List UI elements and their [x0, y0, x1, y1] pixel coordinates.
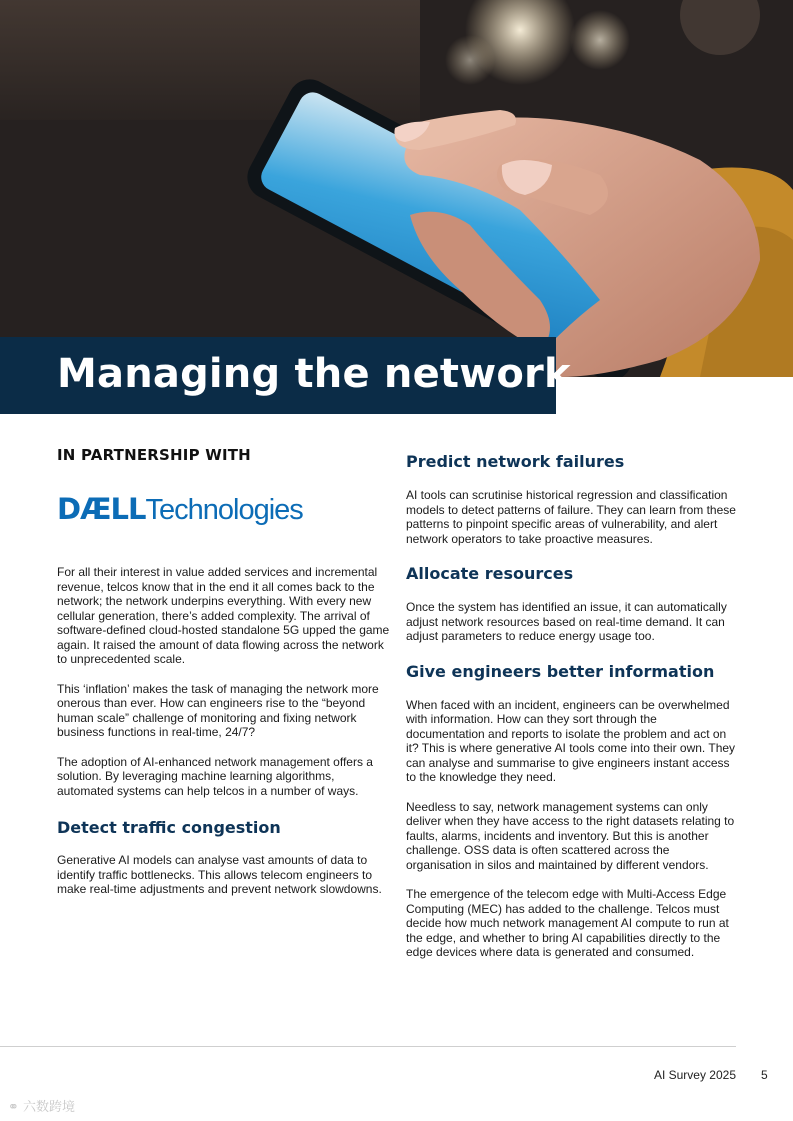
body-paragraph-datasets: Needless to say, network management systems can only deliver when they have access to the right datasets relating to faults, alarms, incidents and inventory. But this is another challenge. OSS data is often scattered across the organisation in silos and maintained by different vendors.: [406, 799, 735, 872]
footer-divider: [0, 1046, 736, 1047]
section-heading-allocate-resources: Allocate resources: [406, 564, 574, 583]
body-paragraph-edge: The emergence of the telecom edge with Multi-Access Edge Computing (MEC) has added to the challenge. Telcos must decide how much network management AI compute to run at the edge, and whether to bring AI capabilities directly to the edge devices where data is generated and consumed.: [406, 887, 729, 959]
hero-photo: [0, 0, 793, 377]
section-text-allocate-resources: Once the system has identified an issue, it can automatically adjust network resources based on real-time demand. It can adjust parameters to reduce energy usage too.: [406, 600, 727, 643]
right-column: [406, 452, 736, 975]
section-heading-better-information: Give engineers better information: [406, 661, 715, 681]
watermark-icon: ⚭: [8, 1100, 19, 1115]
section-text-better-information: When faced with an incident, engineers can be overwhelmed with information. How can they sort through the documentation and reports to isolate the problem and act on it? This is where generative AI tools come into their own. They can analyse and summarise to give engineers instant access to the knowledge they need.: [406, 697, 736, 784]
dell-technologies-logo: [57, 492, 392, 532]
footer-publication: AI Survey 2025: [653, 1068, 736, 1082]
intro-paragraph-1: For all their interest in value added services and incremental revenue, telcos know that in the end it all comes back to the network; the network underpins everything. With every new cellular generation, there’s added complexity. The arrival of software-defined cloud-hosted standalone 5G upped the game again. It raised the amount of data flowing across the network to unprecedented scale.: [57, 565, 390, 666]
intro-paragraph-3: The adoption of AI-enhanced network management offers a solution. By leveraging machine learning algorithms, automated systems can help telcos in a number of ways.: [57, 754, 373, 798]
watermark: [8, 1096, 75, 1115]
partnership-label: IN PARTNERSHIP WITH: [57, 446, 251, 464]
section-heading-predict-failures: Predict network failures: [406, 452, 625, 471]
section-heading-detect-traffic: Detect traffic congestion: [57, 818, 281, 837]
section-text-predict-failures: AI tools can scrutinise historical regression and classification models to detect patterns of failure. They can learn from these patterns to pinpoint specific areas of vulnerability, and alert network operators to take proactive measures.: [406, 488, 736, 546]
phone-in-hand-illustration: [0, 0, 793, 377]
watermark-text: 六数跨境: [23, 1100, 76, 1115]
page-number: 5: [761, 1068, 768, 1082]
logo-dell-wordmark: DÆLL: [57, 492, 146, 526]
logo-technologies-wordmark: Technologies: [145, 494, 303, 526]
section-text-detect-traffic: Generative AI models can analyse vast amounts of data to identify traffic bottlenecks. This allows telecom engineers to make real-time adjustments and prevent network slowdowns.: [57, 853, 382, 896]
left-column: [57, 446, 392, 912]
title-banner: [0, 337, 571, 414]
intro-paragraph-2: This ‘inflation’ makes the task of managing the network more onerous than ever. How can engineers rise to the “beyond human scale” challenge of monitoring and fixing network business functions in real-time, 24/7?: [57, 681, 379, 739]
page-title: Managing the network: [57, 351, 571, 397]
